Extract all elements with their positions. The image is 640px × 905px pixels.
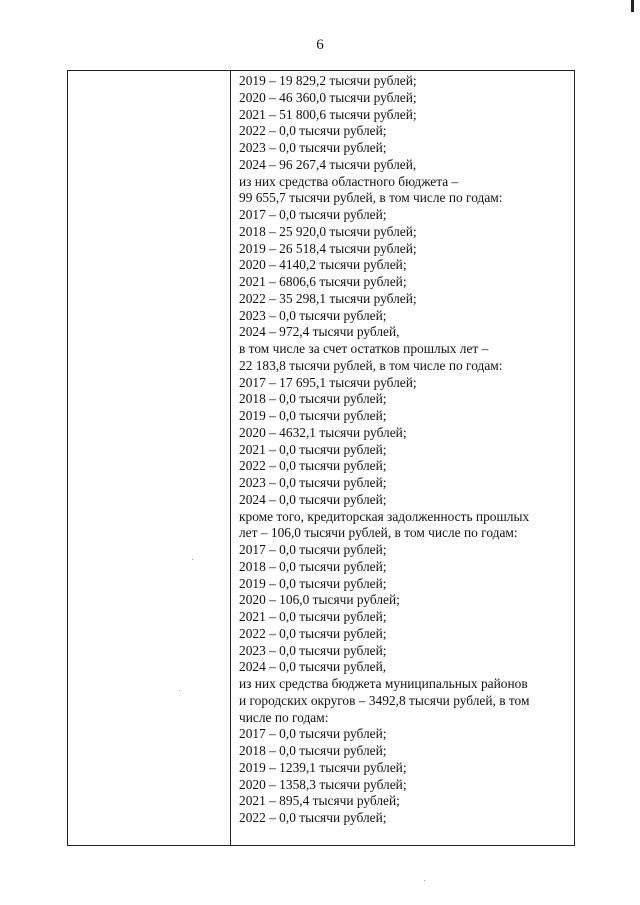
page-number: 6 [316,37,324,53]
text-line: 2017 – 0,0 тысячи рублей; [239,207,387,222]
text-line: 2023 – 0,0 тысячи рублей; [239,475,387,490]
text-line: 2019 – 0,0 тысячи рублей; [239,408,387,423]
document-table [67,70,575,846]
text-line: 2017 – 0,0 тысячи рублей; [239,726,387,742]
text-line: 2020 – 46 360,0 тысячи рублей; [239,89,417,105]
text-line: 2021 – 6806,6 тысячи рублей; [239,274,407,289]
text-line: 2021 – 895,4 тысячи рублей; [239,793,400,809]
scan-speck [424,880,425,881]
text-line: 2022 – 0,0 тысячи рублей; [239,625,387,641]
text-line: 2018 – 0,0 тысячи рублей; [239,558,387,574]
text-line: 2018 – 0,0 тысячи рублей; [239,743,387,758]
text-line: 2024 – 972,4 тысячи рублей, [239,324,400,340]
text-line: кроме того, кредиторская задолженность прошлых [239,508,530,524]
text-line: 2021 – 0,0 тысячи рублей; [239,609,387,624]
text-line: 2017 – 0,0 тысячи рублей; [239,542,387,557]
text-line: 2020 – 4632,1 тысячи рублей; [239,424,407,440]
text-line: из них средства областного бюджета – [239,173,459,189]
text-line: 2023 – 0,0 тысячи рублей; [239,140,387,155]
text-line: лет – 106,0 тысячи рублей, в том числе по годам: [239,525,518,541]
text-line: 2020 – 1358,3 тысячи рублей; [239,776,407,792]
text-line: числе по годам: [239,709,329,725]
text-line: 2022 – 0,0 тысячи рублей; [239,458,387,474]
text-line: 2024 – 0,0 тысячи рублей; [239,491,387,507]
text-line: 2022 – 0,0 тысячи рублей; [239,123,387,139]
text-line: 2019 – 0,0 тысячи рублей; [239,575,387,591]
text-line: 2023 – 0,0 тысячи рублей; [239,642,387,658]
text-line: 2018 – 0,0 тысячи рублей; [239,391,387,407]
text-line: 2020 – 106,0 тысячи рублей; [239,592,400,608]
table-right-column [239,73,574,827]
text-line: из них средства бюджета муниципальных районов [239,676,528,691]
text-line: 99 655,7 тысячи рублей, в том числе по годам: [239,190,503,206]
text-line: 2021 – 0,0 тысячи рублей; [239,441,387,457]
text-line: 2023 – 0,0 тысячи рублей; [239,307,387,323]
text-line: 2024 – 0,0 тысячи рублей, [239,659,387,675]
scan-speck [192,559,193,560]
scan-corner-mark [631,0,634,12]
text-line: и городских округов – 3492,8 тысячи рублей, в том [239,692,530,708]
text-line: 2019 – 1239,1 тысячи рублей; [239,759,407,775]
text-line: 2021 – 51 800,6 тысячи рублей; [239,106,417,122]
text-line: 2018 – 25 920,0 тысячи рублей; [239,223,417,239]
text-line: в том числе за счет остатков прошлых лет – [239,341,489,356]
text-line: 22 183,8 тысячи рублей, в том числе по годам: [239,357,503,373]
scan-speck [179,690,180,691]
text-line: 2017 – 17 695,1 тысячи рублей; [239,374,417,390]
text-line: 2019 – 19 829,2 тысячи рублей; [239,73,417,88]
text-line: 2020 – 4140,2 тысячи рублей; [239,257,407,273]
text-line: 2024 – 96 267,4 тысячи рублей, [239,156,417,172]
text-line: 2022 – 0,0 тысячи рублей; [239,810,387,825]
text-line: 2019 – 26 518,4 тысячи рублей; [239,240,417,256]
table-left-column [68,71,231,845]
text-line: 2022 – 35 298,1 тысячи рублей; [239,290,417,306]
